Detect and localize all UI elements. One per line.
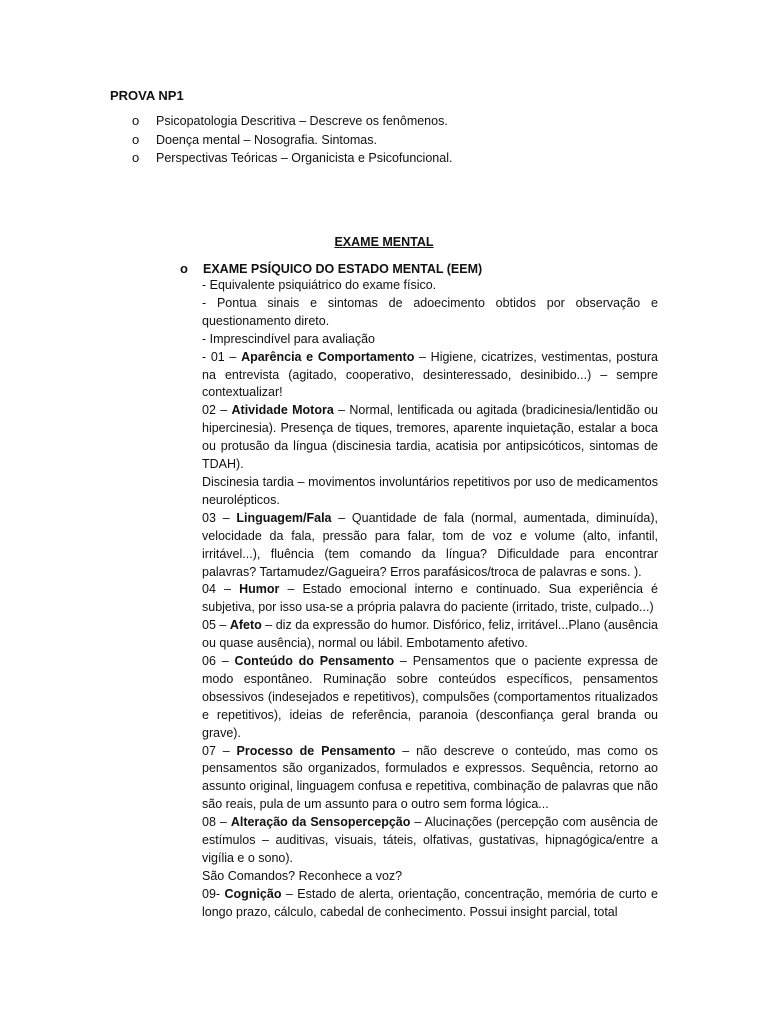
item-text: – não descreve o conteúdo, mas como os pensamentos são organizados, formulados e expressos. Sequência, retorno ao assunto original, linguagem confusa e repetitiva, combinação de palavras que não são reais, pula de um assunto para o outro sem forma lógica...	[202, 743, 658, 812]
paragraph-item-06	[202, 653, 658, 743]
section-subheading-text: EXAME PSÍQUICO DO ESTADO MENTAL (EEM)	[203, 262, 483, 276]
paragraph-item-04	[202, 581, 658, 617]
item-text: – Estado emocional interno e continuado. Sua experiência é subjetiva, por isso usa-se a própria palavra do paciente (irritado, triste, culpado...)	[202, 582, 658, 615]
item-number: 05 –	[202, 618, 230, 633]
item-text: – Quantidade de fala (normal, aumentada, diminuída), velocidade da fala, pressão para falar, tom de voz e volume (alto, infantil, irritável...), fluência (tem comando da língua? Dificuldade para encontrar palavras? Tartamudez/Gagueira? Erros parafásicos/troca de palavras e sons. ).	[202, 510, 659, 579]
paragraph: São Comandos? Reconhece a voz?	[202, 868, 403, 883]
bullet-circle-icon: o	[132, 131, 140, 147]
paragraph-item-02	[202, 402, 658, 474]
item-number: 07 –	[202, 743, 237, 758]
list-item-text: Doença mental – Nosografia. Sintomas.	[156, 132, 377, 147]
list-item	[132, 149, 632, 168]
bullet-circle-icon: o	[180, 261, 188, 276]
item-label: Humor	[239, 582, 280, 597]
paragraph: - Pontua sinais e sintomas de adoecimento obtidos por observação e questionamento direto.	[202, 295, 658, 328]
item-number: 08 –	[202, 815, 231, 830]
item-number: - 01 –	[202, 349, 242, 364]
paragraph: Discinesia tardia – movimentos involuntários repetitivos por uso de medicamentos neurolépticos.	[202, 474, 658, 507]
item-number: 09-	[202, 886, 225, 901]
item-label: Linguagem/Fala	[236, 510, 332, 525]
item-number: 06 –	[202, 654, 235, 669]
item-text: – Higiene, cicatrizes, vestimentas, postura na entrevista (agitado, cooperativo, desinteressado, desinibido...) – sempre contextualizar!	[202, 349, 659, 400]
list-item	[132, 131, 632, 150]
item-label: Cognição	[224, 886, 282, 901]
list-item-text: Psicopatologia Descritiva – Descreve os fenômenos.	[156, 114, 448, 128]
paragraph-item-01	[202, 349, 658, 403]
item-text: – diz da expressão do humor. Disfórico, feliz, irritável...Plano (ausência ou quase ausência), normal ou lábil. Embotamento afetivo.	[202, 618, 658, 651]
item-label: Conteúdo do Pensamento	[234, 654, 395, 669]
paragraph-item-09	[202, 886, 658, 922]
item-text: – Pensamentos que o paciente expressa de modo espontâneo. Ruminação sobre conteúdos específicos, pensamentos obsessivos (indesejados e repetitivos), compulsões (comportamentos ritualizados e repetitivos), ideias de referência, paranoia (desconfiança geral branda ou grave).	[202, 654, 658, 740]
bullet-circle-icon: o	[132, 150, 140, 165]
item-label: Aparência e Comportamento	[241, 349, 415, 364]
paragraph-item-08	[202, 814, 658, 868]
paragraph-item-03	[202, 510, 658, 582]
paragraph-item-07	[202, 743, 658, 815]
item-label: Atividade Motora	[231, 403, 334, 418]
item-text: – Estado de alerta, orientação, concentração, memória de curto e longo prazo, cálculo, cabedal de conhecimento. Possui insight parcial, total	[202, 886, 658, 919]
item-number: 04 –	[202, 582, 240, 597]
item-label: Afeto	[229, 618, 262, 633]
paragraph: - Equivalente psiquiátrico do exame físico.	[202, 278, 437, 292]
item-label: Processo de Pensamento	[236, 743, 396, 758]
section-subheading	[180, 260, 482, 278]
paragraph: - Imprescindível para avaliação	[202, 331, 375, 346]
exam-body	[202, 277, 658, 922]
list-item	[132, 112, 632, 131]
item-number: 02 –	[202, 403, 232, 418]
paragraph-item-05	[202, 617, 658, 653]
document-title: PROVA NP1	[110, 88, 184, 103]
topic-list	[132, 112, 632, 168]
item-number: 03 –	[202, 510, 237, 525]
bullet-circle-icon: o	[132, 113, 140, 128]
list-item-text: Perspectivas Teóricas – Organicista e Psicofuncional.	[156, 151, 453, 165]
section-heading: EXAME MENTAL	[334, 235, 434, 249]
item-label: Alteração da Sensopercepção	[230, 815, 411, 830]
item-text: – Normal, lentificada ou agitada (bradicinesia/lentidão ou hipercinesia). Presença de tiques, tremores, aparente inquietação, estalar a boca ou protusão da língua (discinesia tardia, acatisia por antipsicóticos, sintomas de TDAH).	[202, 403, 659, 472]
item-text: – Alucinações (percepção com ausência de estímulos – auditivas, visuais, táteis, olfativas, gustativas, hipnagógica/entre a vigília e o sono).	[202, 815, 658, 865]
